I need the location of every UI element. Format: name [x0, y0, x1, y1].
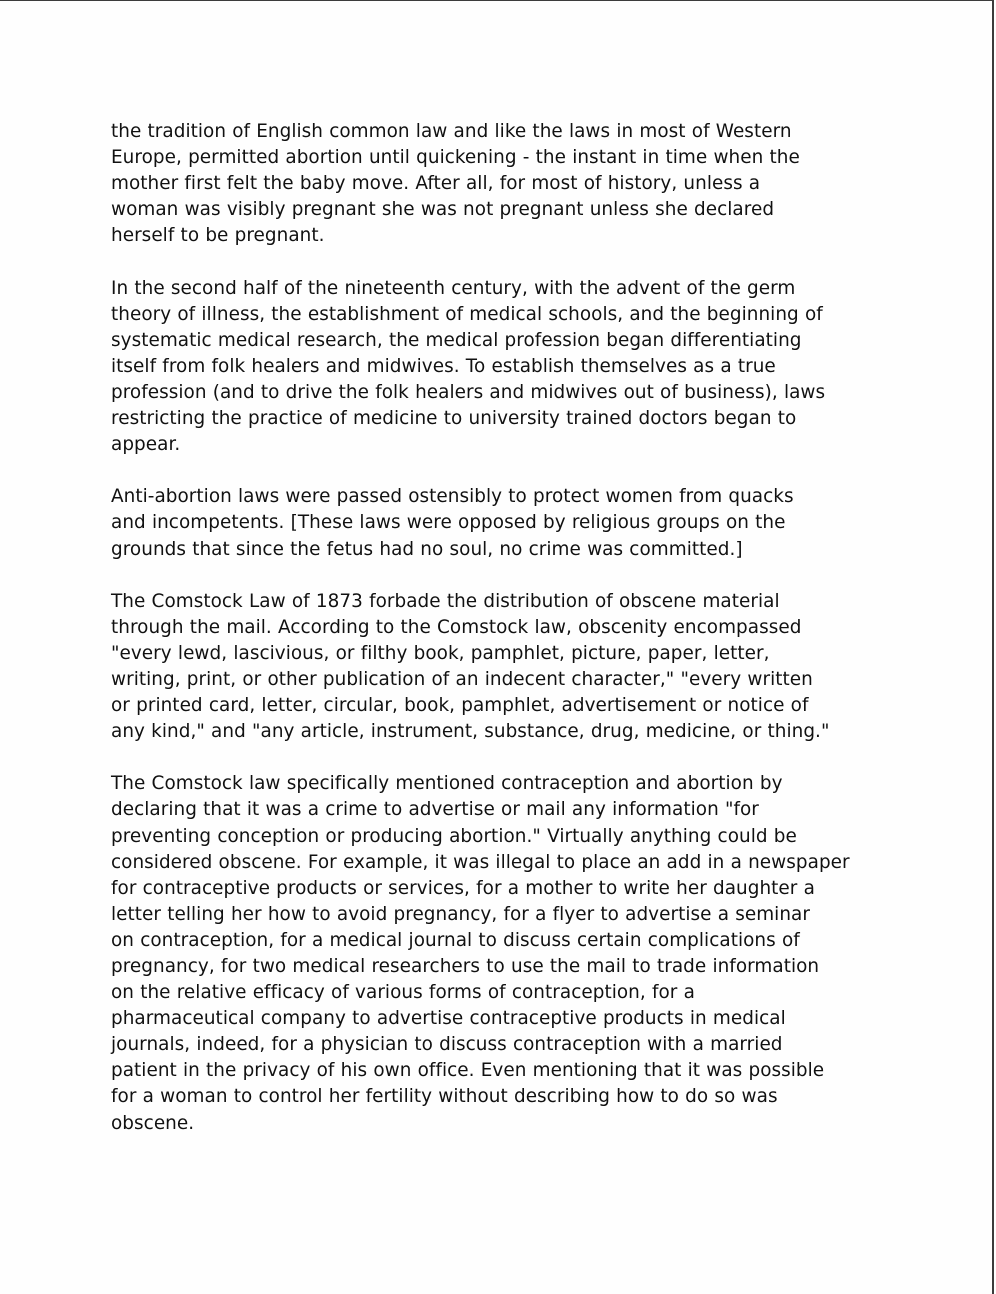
text-line: itself from folk healers and midwives. To establish themselves as a true [111, 355, 776, 377]
text-line: and incompetents. [These laws were opposed by religious groups on the [111, 512, 786, 534]
text-line: restricting the practice of medicine to university trained doctors began to [111, 408, 797, 430]
text-line: through the mail. According to the Comstock law, obscenity encompassed [111, 616, 802, 638]
text-line: obscene. [111, 1112, 195, 1134]
text-line: appear. [111, 434, 181, 456]
text-line: any kind," and "any article, instrument, substance, drug, medicine, or thing." [111, 721, 830, 743]
text-line: pregnancy, for two medical researchers to use the mail to trade information [111, 956, 820, 977]
text-line: patient in the privacy of his own office. Even mentioning that it was possible [111, 1060, 825, 1082]
text-line: herself to be pregnant. [111, 225, 325, 247]
text-line: The Comstock law specifically mentioned contraception and abortion by [111, 773, 783, 795]
text-line: mother first felt the baby move. After all, for most of history, unless a [111, 173, 761, 195]
text-line: on the relative efficacy of various forms of contraception, for a [111, 982, 695, 1004]
text-line: In the second half of the nineteenth century, with the advent of the germ [111, 277, 796, 299]
text-line: journals, indeed, for a physician to discuss contraception with a married [111, 1034, 783, 1056]
paragraph-nineteenth-century [111, 276, 891, 459]
text-line: the tradition of English common law and like the laws in most of Western [111, 121, 792, 142]
paragraph-comstock-contraception [111, 771, 891, 1136]
text-line: or printed card, letter, circular, book, pamphlet, advertisement or notice of [111, 695, 809, 717]
text-line: grounds that since the fetus had no soul, no crime was committed.] [111, 538, 743, 560]
text-line: writing, print, or other publication of an indecent character," "every written [111, 668, 813, 690]
text-line: pharmaceutical company to advertise contraceptive products in medical [111, 1008, 786, 1030]
text-line: "every lewd, lascivious, or filthy book, pamphlet, picture, paper, letter, [111, 642, 770, 664]
text-line: profession (and to drive the folk healers and midwives out of business), laws [111, 381, 826, 403]
text-line: systematic medical research, the medical profession began differentiating [111, 329, 802, 351]
text-line: considered obscene. For example, it was illegal to place an add in a newspaper [111, 851, 850, 873]
text-line: on contraception, for a medical journal to discuss certain complications of [111, 929, 800, 951]
text-line: letter telling her how to avoid pregnancy, for a flyer to advertise a seminar [111, 903, 810, 925]
text-line: for a woman to control her fertility without describing how to do so was [111, 1086, 778, 1108]
paragraph-common-law [111, 119, 891, 249]
document-body [111, 119, 891, 1163]
text-line: preventing conception or producing abortion." Virtually anything could be [111, 825, 797, 847]
text-line: declaring that it was a crime to advertise or mail any information "for [111, 799, 759, 821]
text-line: woman was visibly pregnant she was not pregnant unless she declared [111, 199, 775, 221]
paragraph-comstock-law-1873 [111, 589, 891, 746]
text-line: Europe, permitted abortion until quickening - the instant in time when the [111, 147, 800, 169]
text-line: for contraceptive products or services, for a mother to write her daughter a [111, 877, 815, 899]
text-line: theory of illness, the establishment of medical schools, and the beginning of [111, 303, 823, 325]
paragraph-anti-abortion-laws [111, 484, 891, 562]
text-line: Anti-abortion laws were passed ostensibly to protect women from quacks [111, 486, 794, 508]
text-line: The Comstock Law of 1873 forbade the distribution of obscene material [111, 590, 780, 612]
